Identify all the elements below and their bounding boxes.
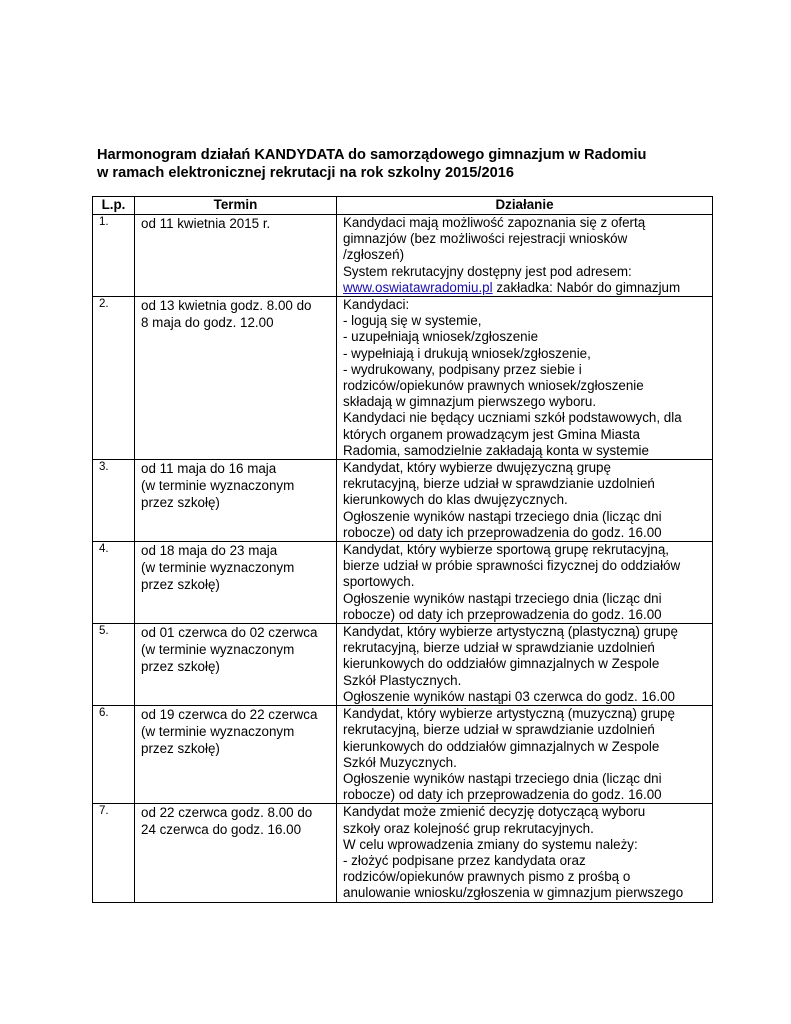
action-line: Kandydat, który wybierze artystyczną (muzyczną) grupę [343, 706, 675, 722]
table-row [93, 460, 713, 542]
action-line: gimnazjów (bez możliwości rejestracji wniosków [343, 231, 628, 247]
action-line: Kandydat, który wybierze sportową grupę rekrutacyjną, [343, 542, 669, 558]
action-line: Kandydat, który wybierze artystyczną (plastyczną) grupę [343, 624, 678, 640]
action-line: Kandydat, który wybierze dwujęzyczną grupę [343, 460, 611, 476]
action-line: Szkół Muzycznych. [343, 754, 457, 770]
term-cell [135, 215, 337, 297]
action-line: szkoły oraz kolejność grup rekrutacyjnych. [343, 820, 594, 836]
action-line: Radomia, samodzielnie zakładają konta w systemie [343, 442, 649, 458]
action-line: - logują się w systemie, [343, 313, 482, 329]
term-line: (w terminie wyznaczonym [141, 642, 295, 658]
term-cell [135, 624, 337, 706]
title-line-2: w ramach elektronicznej rekrutacji na rok szkolny 2015/2016 [97, 165, 514, 181]
action-line: robocze) od daty ich przeprowadzenia do godz. 16.00 [343, 524, 662, 540]
action-line: których organem prowadzącym jest Gmina Miasta [343, 426, 640, 442]
action-line: Ogłoszenie wyników nastąpi 03 czerwca do godz. 16.00 [343, 688, 675, 704]
action-line: rekrutacyjną, bierze udział w sprawdzianie uzdolnień [343, 640, 655, 656]
action-line: /zgłoszeń) [343, 247, 405, 263]
action-line: kierunkowych do oddziałów gimnazjalnych w Zespole [343, 738, 660, 754]
row-number: 5. [93, 624, 135, 706]
title-line-1: Harmonogram działań KANDYDATA do samorządowego gimnazjum w Radomiu [97, 147, 647, 163]
action-cell [337, 542, 713, 624]
header-lp: L.p. [93, 197, 135, 215]
action-line: robocze) od daty ich przeprowadzenia do godz. 16.00 [343, 606, 662, 622]
action-line: rodziców/opiekunów prawnych pismo z prośbą o [343, 869, 631, 885]
term-line: od 11 kwietnia 2015 r. [141, 216, 271, 231]
action-line: rekrutacyjną, bierze udział w sprawdzianie uzdolnień [343, 476, 655, 492]
term-line: od 19 czerwca do 22 czerwca [141, 707, 318, 723]
link-line [343, 280, 712, 296]
term-line: (w terminie wyznaczonym [141, 478, 295, 494]
table-row [93, 215, 713, 297]
table-row [93, 706, 713, 804]
action-line: rodziców/opiekunów prawnych wniosek/zgłoszenie [343, 378, 644, 394]
row-number: 2. [93, 297, 135, 460]
header-term: Termin [135, 197, 337, 215]
action-cell [337, 460, 713, 542]
row-number: 7. [93, 804, 135, 902]
action-line: Ogłoszenie wyników nastąpi trzeciego dnia (licząc dni [343, 770, 662, 786]
header-action: Działanie [337, 197, 713, 215]
action-line: rekrutacyjną, bierze udział w sprawdzianie uzdolnień [343, 722, 655, 738]
term-cell [135, 542, 337, 624]
action-line: robocze) od daty ich przeprowadzenia do godz. 16.00 [343, 787, 662, 803]
action-line: W celu wprowadzenia zmiany do systemu należy: [343, 836, 638, 852]
term-cell [135, 460, 337, 542]
action-line: Szkół Plastycznych. [343, 672, 462, 688]
term-line: od 01 czerwca do 02 czerwca [141, 625, 318, 641]
term-line: 24 czerwca do godz. 16.00 [141, 822, 302, 838]
action-line: - uzupełniają wniosek/zgłoszenie [343, 329, 539, 345]
action-cell [337, 624, 713, 706]
term-line: przez szkołę) [141, 659, 220, 675]
term-line: od 18 maja do 23 maja [141, 543, 278, 559]
action-line: anulowanie wniosku/zgłoszenia w gimnazjum pierwszego [343, 885, 684, 901]
action-cell [337, 215, 713, 297]
table-row [93, 624, 713, 706]
row-number: 4. [93, 542, 135, 624]
action-line: Ogłoszenie wyników nastąpi trzeciego dnia (licząc dni [343, 508, 662, 524]
table-header-row [93, 197, 713, 215]
action-line: Kandydaci nie będący uczniami szkół podstawowych, dla [343, 410, 682, 426]
action-line: - złożyć podpisane przez kandydata oraz [343, 852, 586, 868]
document-title [97, 146, 646, 182]
table-row [93, 297, 713, 460]
action-line: Kandydat może zmienić decyzję dotyczącą wyboru [343, 804, 646, 820]
row-number: 1. [93, 215, 135, 297]
term-line: od 13 kwietnia godz. 8.00 do [141, 298, 312, 314]
term-cell [135, 804, 337, 902]
table-row [93, 542, 713, 624]
action-line: - wypełniają i drukują wniosek/zgłoszenie, [343, 345, 591, 361]
action-line: System rekrutacyjny dostępny jest pod adresem: [343, 263, 632, 279]
term-line: przez szkołę) [141, 495, 220, 511]
term-cell [135, 297, 337, 460]
link-suffix-text: zakładka: Nabór do gimnazjum [492, 279, 681, 295]
action-cell [337, 706, 713, 804]
action-line: Kandydaci: [343, 297, 410, 313]
term-line: przez szkołę) [141, 577, 220, 593]
term-line: (w terminie wyznaczonym [141, 724, 295, 740]
action-cell [337, 804, 713, 902]
term-line: od 11 maja do 16 maja [141, 461, 277, 477]
action-line: Kandydaci mają możliwość zapoznania się z ofertą [343, 215, 646, 230]
action-line: Ogłoszenie wyników nastąpi trzeciego dnia (licząc dni [343, 590, 662, 606]
term-line: 8 maja do godz. 12.00 [141, 315, 274, 331]
action-line: kierunkowych do klas dwujęzycznych. [343, 492, 568, 508]
website-link[interactable]: www.oswiatawradomiu.pl [343, 279, 493, 295]
action-line: składają w gimnazjum pierwszego wyboru. [343, 394, 597, 410]
action-cell [337, 297, 713, 460]
schedule-table [92, 196, 713, 903]
term-cell [135, 706, 337, 804]
action-line: sportowych. [343, 574, 415, 590]
action-line: - wydrukowany, podpisany przez siebie i [343, 361, 582, 377]
table-row [93, 804, 713, 902]
term-line: przez szkołę) [141, 741, 220, 757]
term-line: od 22 czerwca godz. 8.00 do [141, 805, 313, 821]
term-line: (w terminie wyznaczonym [141, 560, 295, 576]
action-line: kierunkowych do oddziałów gimnazjalnych w Zespole [343, 656, 660, 672]
row-number: 3. [93, 460, 135, 542]
row-number: 6. [93, 706, 135, 804]
action-line: bierze udział w próbie sprawności fizycznej do oddziałów [343, 558, 681, 574]
